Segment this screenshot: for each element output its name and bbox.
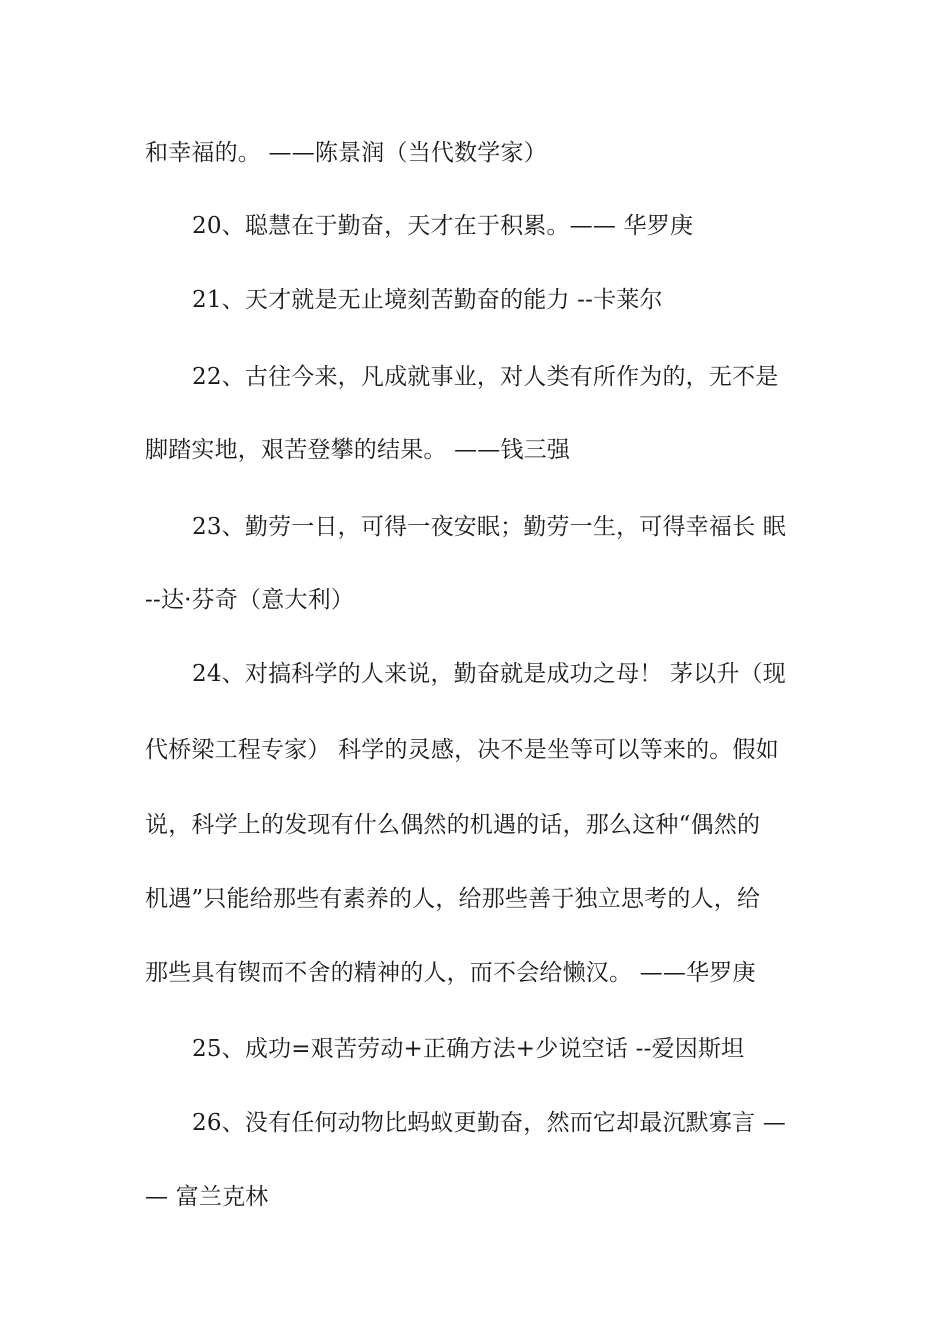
quote-24-line-1: 24、对搞科学的人来说，勤奋就是成功之母！ 茅以升（现 [192,661,786,687]
quote-21: 21、天才就是无止境刻苦勤奋的能力 --卡莱尔 [192,287,663,313]
quote-20: 20、聪慧在于勤奋，天才在于积累。—— 华罗庚 [192,213,694,239]
quote-26-line-1: 26、没有任何动物比蚂蚁更勤奋，然而它却最沉默寡言 — [192,1110,786,1136]
quote-26-line-2: — 富兰克林 [145,1184,269,1210]
quote-23-line-1: 23、勤劳一日，可得一夜安眠；勤劳一生，可得幸福长 眠 [192,514,786,540]
quote-22-line-1: 22、古往今来，凡成就事业，对人类有所作为的，无不是 [192,364,779,390]
quote-23-line-2: --达·芬奇（意大利） [145,587,355,613]
quote-24-line-2: 代桥梁工程专家） 科学的灵感，决不是坐等可以等来的。假如 [145,737,779,763]
quote-24-line-3: 说，科学上的发现有什么偶然的机遇的话，那么这种“偶然的 [145,812,761,838]
quote-22-line-2: 脚踏实地，艰苦登攀的结果。 ——钱三强 [145,437,571,463]
text-line-continuation: 和幸福的。 ——陈景润（当代数学家） [145,140,547,166]
quote-24-line-5: 那些具有锲而不舍的精神的人，而不会给懒汉。 ——华罗庚 [145,960,756,986]
quote-25: 25、成功=艰苦劳动+正确方法+少说空话 --爱因斯坦 [192,1036,745,1062]
quote-24-line-4: 机遇”只能给那些有素养的人，给那些善于独立思考的人，给 [145,886,761,912]
